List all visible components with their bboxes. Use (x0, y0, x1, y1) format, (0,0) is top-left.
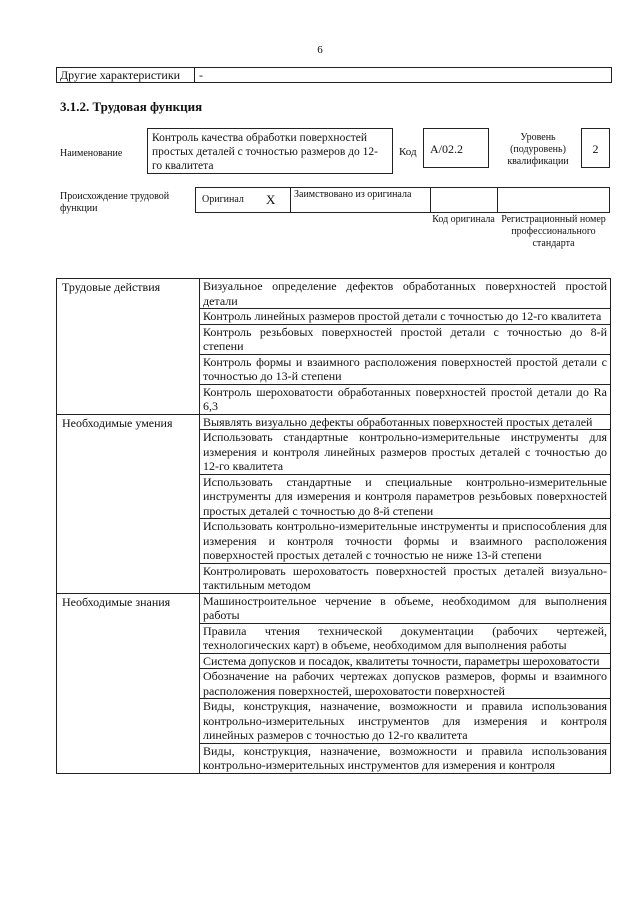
table-cell: Виды, конструкция, назначение, возможности и правила использования контрольно-измерительных инструментов для измерения и контроля (200, 743, 611, 773)
table-cell: Правила чтения технической документации (рабочих чертежей, технологических карт) в объеме, необходимом для выполнения работы (200, 623, 611, 653)
table-row (57, 279, 611, 309)
registration-number-caption: Регистрационный номер профессионального стандарта (501, 214, 606, 249)
code-box: A/02.2 (423, 128, 489, 168)
table-cell: Контроль линейных размеров простой детали с точностью до 12-го квалитета (200, 309, 611, 325)
table-cell: Контроль резьбовых поверхностей простой детали с точностью до 8-й степени (200, 324, 611, 354)
section-title: 3.1.2. Трудовая функция (60, 99, 203, 114)
table-row (57, 414, 611, 430)
function-name-box: Контроль качества обработки поверхностей простых деталей с точностью размеров до 12-го квалитета (147, 128, 393, 174)
level-box: 2 (581, 128, 610, 168)
table-cell: Обозначение на рабочих чертежах допусков размеров, формы и взаимного расположения поверхностей, шероховатости поверхностей (200, 669, 611, 699)
registration-number-cell (498, 188, 609, 212)
origin-row (195, 187, 610, 213)
borrowed-label: Заимствовано из оригинала (291, 188, 431, 212)
code-of-original-caption: Код оригинала (432, 214, 495, 225)
table-cell: Использовать стандартные контрольно-измерительные инструменты для измерения и контроля линейных размеров простых деталей с точностью до 12-го квалитета (200, 430, 611, 475)
original-cell (196, 188, 291, 212)
row-header-labor-actions: Трудовые действия (57, 279, 200, 415)
table-cell: Контроль шероховатости обработанных поверхностей простой детали до Ra 6,3 (200, 384, 611, 414)
other-characteristics-value: - (199, 68, 203, 82)
original-mark: X (266, 192, 276, 207)
table-cell: Контроль формы и взаимного расположения поверхностей простой детали с точностью до 13-й степени (200, 354, 611, 384)
other-characteristics-label: Другие характеристики (57, 68, 195, 82)
row-header-required-knowledge: Необходимые знания (57, 593, 200, 773)
table-cell: Использовать стандартные и специальные контрольно-измерительные инструменты для измерения и контроля параметров резьбовых поверхностей простых деталей с точностью до 8-й степени (200, 474, 611, 519)
row-header-required-skills: Необходимые умения (57, 414, 200, 593)
table-cell: Визуальное определение дефектов обработанных поверхностей простой детали (200, 279, 611, 309)
function-details-body (57, 279, 611, 774)
table-cell: Контролировать шероховатость поверхностей простых деталей визуально-тактильным методом (200, 563, 611, 593)
table-cell: Выявлять визуально дефекты обработанных поверхностей простых деталей (200, 414, 611, 430)
table-cell: Система допусков и посадок, квалитеты точности, параметры шероховатости (200, 653, 611, 669)
other-characteristics-row (56, 67, 612, 83)
original-code-cell (431, 188, 498, 212)
name-label: Наименование (60, 148, 123, 159)
page-number: 6 (317, 44, 323, 56)
function-details-table (56, 278, 611, 774)
original-label: Оригинал (202, 194, 244, 205)
table-cell: Машиностроительное черчение в объеме, необходимом для выполнения работы (200, 593, 611, 623)
table-cell: Использовать контрольно-измерительные инструменты и приспособления для измерения и контроля точности формы и взаимного расположения поверхностей простых деталей с точностью не ниже 13-й степени (200, 519, 611, 564)
level-label: Уровень (подуровень) квалификации (507, 132, 569, 167)
table-row (57, 593, 611, 623)
origin-label: Происхождение трудовой функции (60, 191, 170, 214)
table-cell: Виды, конструкция, назначение, возможности и правила использования контрольно-измерительных инструментов для измерения и контроля линейных размеров с точностью до 12-го квалитета (200, 699, 611, 744)
code-label: Код (399, 146, 417, 158)
